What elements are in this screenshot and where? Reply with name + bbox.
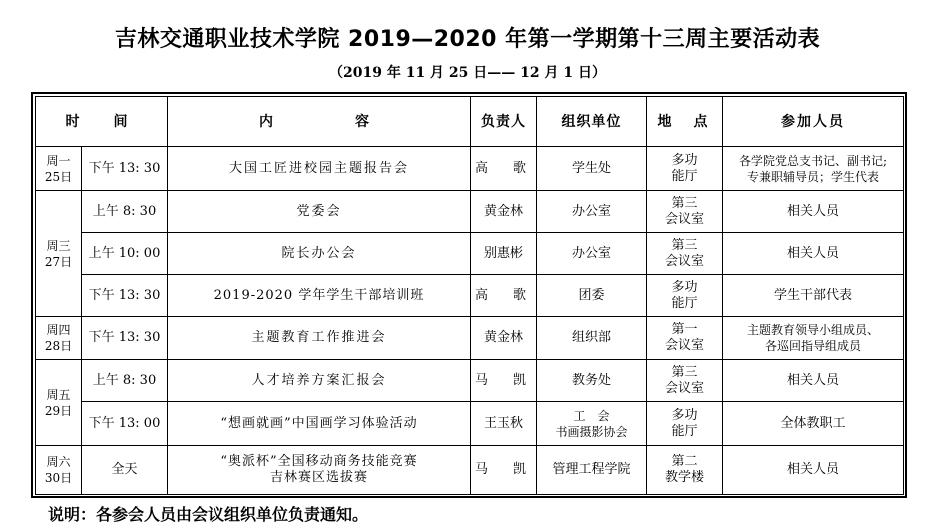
- schedule-table: [35, 96, 904, 495]
- time-cell: 全天: [82, 446, 168, 495]
- time-cell: 下午 13: 30: [82, 147, 168, 191]
- table-row: [36, 147, 904, 191]
- time-cell: 下午 13: 30: [82, 275, 168, 317]
- table-row: [36, 360, 904, 402]
- day-cell-thu: 周四 28日: [36, 317, 82, 360]
- location-cell: 第三 会议室: [647, 360, 723, 402]
- day-cell-sat: 周六 30日: [36, 446, 82, 495]
- participants-cell: 学生干部代表: [723, 275, 904, 317]
- org-cell: 办公室: [537, 191, 647, 233]
- footnote: 说明：各参会人员由会议组织单位负责通知。: [48, 505, 369, 524]
- day-cell-mon: 周一 25日: [36, 147, 82, 191]
- org-cell: 教务处: [537, 360, 647, 402]
- table-row: [36, 191, 904, 233]
- time-cell: 上午 10: 00: [82, 233, 168, 275]
- org-cell: 工 会 书画摄影协会: [537, 402, 647, 446]
- person-cell: 高 歌: [471, 275, 537, 317]
- location-cell: 第二 教学楼: [647, 446, 723, 495]
- location-cell: 第一 会议室: [647, 317, 723, 360]
- content-cell: “奥派杯”全国移动商务技能竞赛 吉林赛区选拔赛: [168, 446, 471, 495]
- content-cell: “想画就画”中国画学习体验活动: [168, 402, 471, 446]
- content-cell: 院长办公会: [168, 233, 471, 275]
- org-cell: 办公室: [537, 233, 647, 275]
- person-cell: 王玉秋: [471, 402, 537, 446]
- org-cell: 团委: [537, 275, 647, 317]
- person-cell: 黄金林: [471, 317, 537, 360]
- header-person: 负责人: [471, 97, 537, 147]
- person-cell: 别惠彬: [471, 233, 537, 275]
- location-cell: 多功 能厅: [647, 402, 723, 446]
- org-cell: 学生处: [537, 147, 647, 191]
- org-cell: 管理工程学院: [537, 446, 647, 495]
- participants-cell: 相关人员: [723, 191, 904, 233]
- header-content: 内 容: [168, 97, 471, 147]
- header-participants: 参加人员: [723, 97, 904, 147]
- participants-cell: 相关人员: [723, 446, 904, 495]
- table-row: [36, 402, 904, 446]
- content-cell: 大国工匠进校园主题报告会: [168, 147, 471, 191]
- participants-cell: 主题教育领导小组成员、 各巡回指导组成员: [723, 317, 904, 360]
- person-cell: 马 凯: [471, 446, 537, 495]
- participants-cell: 各学院党总支书记、副书记; 专兼职辅导员；学生代表: [723, 147, 904, 191]
- content-cell: 2019-2020 学年学生干部培训班: [168, 275, 471, 317]
- header-row: [36, 97, 904, 147]
- time-cell: 上午 8: 30: [82, 360, 168, 402]
- table-row: [36, 317, 904, 360]
- time-cell: 下午 13: 30: [82, 317, 168, 360]
- table-row: [36, 275, 904, 317]
- header-location: 地 点: [647, 97, 723, 147]
- person-cell: 马 凯: [471, 360, 537, 402]
- time-cell: 下午 13: 00: [82, 402, 168, 446]
- header-time: 时 间: [36, 97, 168, 147]
- location-cell: 第三 会议室: [647, 191, 723, 233]
- day-cell-wed: 周三 27日: [36, 191, 82, 317]
- page-title: 吉林交通职业技术学院 2019—2020 年第一学期第十三周主要活动表: [114, 27, 821, 52]
- org-cell: 组织部: [537, 317, 647, 360]
- person-cell: 黄金林: [471, 191, 537, 233]
- participants-cell: 相关人员: [723, 233, 904, 275]
- content-cell: 党委会: [168, 191, 471, 233]
- date-range: （2019 年 11 月 25 日—— 12 月 1 日）: [328, 65, 607, 81]
- table-row: [36, 233, 904, 275]
- header-org: 组织单位: [537, 97, 647, 147]
- location-cell: 多功 能厅: [647, 275, 723, 317]
- participants-cell: 相关人员: [723, 360, 904, 402]
- content-cell: 人才培养方案汇报会: [168, 360, 471, 402]
- table-row: [36, 446, 904, 495]
- time-cell: 上午 8: 30: [82, 191, 168, 233]
- location-cell: 多功 能厅: [647, 147, 723, 191]
- content-cell: 主题教育工作推进会: [168, 317, 471, 360]
- day-cell-fri: 周五 29日: [36, 360, 82, 446]
- person-cell: 高 歌: [471, 147, 537, 191]
- participants-cell: 全体教职工: [723, 402, 904, 446]
- location-cell: 第三 会议室: [647, 233, 723, 275]
